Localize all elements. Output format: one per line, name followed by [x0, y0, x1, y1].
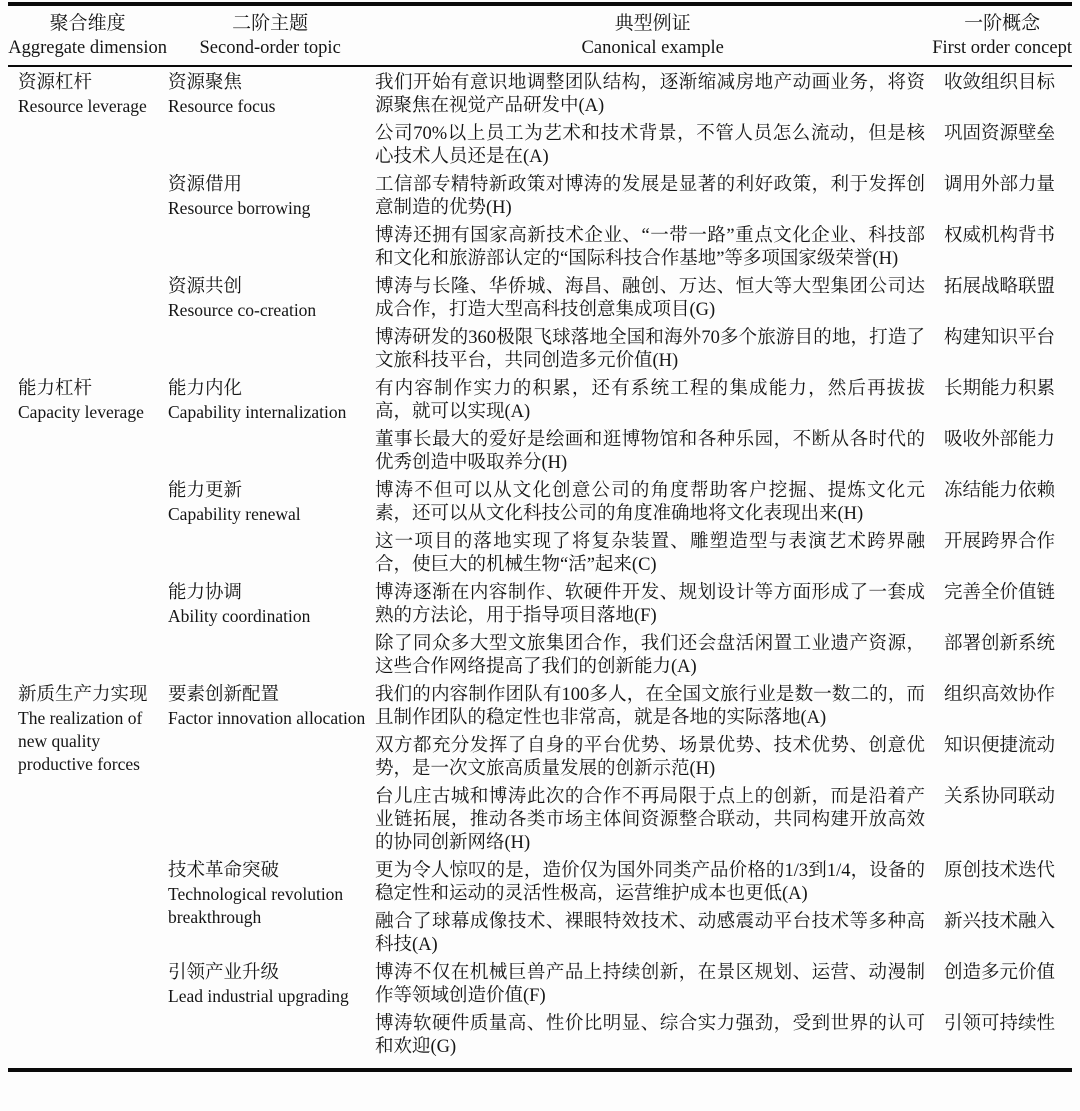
second-order-topic-zh: 能力内化	[168, 379, 243, 399]
table-row	[8, 378, 1072, 424]
aggregate-dimension-zh: 资源杠杆	[18, 73, 93, 93]
first-order-concept-label: 长期能力积累	[944, 379, 1056, 399]
header-canonical-example-zh: 典型例证	[614, 13, 691, 34]
header-canonical-example	[373, 11, 932, 61]
first-order-concept-label: 引领可持续性	[944, 1014, 1056, 1034]
first-order-concept-label: 原创技术迭代	[944, 861, 1056, 881]
canonical-example-text: 有内容制作实力的积累，还有系统工程的集成能力，然后再拔拔高，就可以实现(A)	[375, 379, 925, 422]
first-order-concept-label: 调用外部力量	[944, 175, 1056, 195]
first-order-concept-label: 关系协同联动	[944, 787, 1056, 807]
second-order-topic-cell	[168, 72, 378, 118]
header-first-order-concept-en: First order concept	[932, 38, 1072, 58]
table-row	[8, 633, 1072, 679]
canonical-example-text: 台儿庄古城和博涛此次的合作不再局限于点上的创新，而是沿着产业链拓展，推动各类市场主体间资源整合联动，共同构建开放高效的协同创新网络(H)	[375, 787, 925, 853]
header-second-order-topic	[167, 11, 373, 61]
first-order-concept-label: 拓展战略联盟	[944, 277, 1056, 297]
table-row	[8, 531, 1072, 577]
header-canonical-example-en: Canonical example	[581, 38, 724, 58]
canonical-example-text: 博涛不仅在机械巨兽产品上持续创新，在景区规划、运营、动漫制作等领域创造价值(F)	[375, 963, 925, 1006]
second-order-topic-en: Resource borrowing	[168, 198, 311, 218]
first-order-concept-label: 冻结能力依赖	[944, 481, 1056, 501]
table-row	[8, 582, 1072, 628]
header-second-order-topic-en: Second-order topic	[199, 38, 341, 58]
canonical-example-text: 博涛逐渐在内容制作、软硬件开发、规划设计等方面形成了一套成熟的方法论，用于指导项目落地(F)	[375, 583, 925, 626]
second-order-topic-zh: 要素创新配置	[168, 685, 280, 705]
second-order-topic-en: Factor innovation allocation	[168, 708, 366, 728]
second-order-topic-en: Resource co-creation	[168, 300, 317, 320]
second-order-topic-zh: 引领产业升级	[168, 963, 280, 983]
header-aggregate-dimension	[8, 11, 167, 61]
first-order-concept-label: 创造多元价值	[944, 963, 1056, 983]
canonical-example-text: 博涛还拥有国家高新技术企业、“一带一路”重点文化企业、科技部和文化和旅游部认定的“国际科技合作基地”等多项国家级荣誉(H)	[375, 226, 925, 269]
first-order-concept-label: 开展跨界合作	[944, 532, 1056, 552]
canonical-example-text: 博涛不但可以从文化创意公司的角度帮助客户挖掘、提炼文化元素，还可以从文化科技公司的角度准确地将文化表现出来(H)	[375, 481, 925, 524]
second-order-topic-zh: 技术革命突破	[168, 861, 280, 881]
table-header-row	[8, 6, 1072, 67]
aggregate-dimension-cell	[18, 72, 168, 118]
second-order-topic-cell	[168, 582, 378, 628]
table-row	[8, 225, 1072, 271]
canonical-example-text: 工信部专精特新政策对博涛的发展是显著的利好政策，利于发挥创意制造的优势(H)	[375, 175, 925, 218]
table-body	[8, 67, 1072, 1072]
aggregate-dimension-zh: 能力杠杆	[18, 379, 93, 399]
table-row	[8, 72, 1072, 118]
table-row	[8, 1013, 1072, 1059]
canonical-example-text: 我们开始有意识地调整团队结构，逐渐缩减房地产动画业务，将资源聚焦在视觉产品研发中(A)	[375, 73, 925, 116]
canonical-example-text: 博涛研发的360极限飞球落地全国和海外70多个旅游目的地，打造了文旅科技平台，共同创造多元价值(H)	[375, 328, 925, 371]
first-order-concept-label: 权威机构背书	[944, 226, 1056, 246]
second-order-topic-en: Lead industrial upgrading	[168, 986, 349, 1006]
aggregate-dimension-en: The realization of new quality productive forces	[18, 708, 143, 774]
first-order-concept-label: 收敛组织目标	[944, 73, 1056, 93]
table-row	[8, 786, 1072, 855]
table-row	[8, 480, 1072, 526]
second-order-topic-zh: 能力协调	[168, 583, 243, 603]
canonical-example-text: 博涛软硬件质量高、性价比明显、综合实力强劲，受到世界的认可和欢迎(G)	[375, 1014, 925, 1057]
second-order-topic-en: Ability coordination	[168, 606, 311, 626]
table-row	[8, 962, 1072, 1008]
second-order-topic-zh: 资源借用	[168, 175, 243, 195]
aggregate-dimension-cell	[18, 378, 168, 424]
canonical-example-text: 融合了球幕成像技术、裸眼特效技术、动感震动平台技术等多种高科技(A)	[375, 912, 925, 955]
table-row	[8, 735, 1072, 781]
table-row	[8, 123, 1072, 169]
canonical-example-text: 更为令人惊叹的是，造价仅为国外同类产品价格的1/3到1/4，设备的稳定性和运动的灵活性极高，运营维护成本也更低(A)	[375, 861, 925, 904]
second-order-topic-cell	[168, 480, 378, 526]
first-order-concept-label: 部署创新系统	[944, 634, 1056, 654]
table-row	[8, 327, 1072, 373]
first-order-concept-label: 知识便捷流动	[944, 736, 1056, 756]
header-second-order-topic-zh: 二阶主题	[232, 13, 309, 34]
canonical-example-text: 我们的内容制作团队有100多人，在全国文旅行业是数一数二的，而且制作团队的稳定性也非常高，就是各地的实际落地(A)	[375, 685, 925, 728]
first-order-concept-label: 完善全价值链	[944, 583, 1056, 603]
canonical-example-text: 公司70%以上员工为艺术和技术背景，不管人员怎么流动，但是核心技术人员还是在(A)	[375, 124, 925, 167]
header-first-order-concept	[932, 11, 1072, 61]
second-order-topic-cell	[168, 276, 378, 322]
second-order-topic-zh: 资源聚焦	[168, 73, 243, 93]
second-order-topic-en: Technological revolution breakthrough	[168, 884, 344, 927]
aggregate-dimension-en: Capacity leverage	[18, 402, 144, 422]
first-order-concept-label: 构建知识平台	[944, 328, 1056, 348]
table-row	[8, 174, 1072, 220]
table-row	[8, 911, 1072, 957]
header-aggregate-dimension-zh: 聚合维度	[49, 13, 126, 34]
table-row	[8, 276, 1072, 322]
canonical-example-text: 董事长最大的爱好是绘画和逛博物馆和各种乐园，不断从各时代的优秀创造中吸取养分(H)	[375, 430, 925, 473]
second-order-topic-zh: 能力更新	[168, 481, 243, 501]
header-aggregate-dimension-en: Aggregate dimension	[8, 38, 167, 58]
canonical-example-text: 双方都充分发挥了自身的平台优势、场景优势、技术优势、创意优势，是一次文旅高质量发展的创新示范(H)	[375, 736, 925, 779]
second-order-topic-en: Resource focus	[168, 96, 276, 116]
canonical-example-text: 除了同众多大型文旅集团合作，我们还会盘活闲置工业遗产资源，这些合作网络提高了我们的创新能力(A)	[375, 634, 925, 677]
first-order-concept-label: 吸收外部能力	[944, 430, 1056, 450]
second-order-topic-cell	[168, 962, 378, 1008]
second-order-topic-cell	[168, 174, 378, 220]
aggregate-dimension-zh: 新质生产力实现	[18, 685, 148, 705]
first-order-concept-label: 组织高效协作	[944, 685, 1056, 705]
second-order-topic-cell	[168, 684, 378, 730]
canonical-example-text: 这一项目的落地实现了将复杂装置、雕塑造型与表演艺术跨界融合，使巨大的机械生物“活”起来(C)	[375, 532, 925, 575]
header-first-order-concept-zh: 一阶概念	[964, 13, 1041, 34]
gioia-structure-table	[8, 2, 1072, 1072]
aggregate-dimension-en: Resource leverage	[18, 96, 147, 116]
canonical-example-text: 博涛与长隆、华侨城、海昌、融创、万达、恒大等大型集团公司达成合作，打造大型高科技创意集成项目(G)	[375, 277, 925, 320]
second-order-topic-cell	[168, 378, 378, 424]
second-order-topic-zh: 资源共创	[168, 277, 243, 297]
first-order-concept-label: 新兴技术融入	[944, 912, 1056, 932]
second-order-topic-en: Capability internalization	[168, 402, 347, 422]
second-order-topic-en: Capability renewal	[168, 504, 301, 524]
first-order-concept-label: 巩固资源壁垒	[944, 124, 1056, 144]
table-row	[8, 429, 1072, 475]
